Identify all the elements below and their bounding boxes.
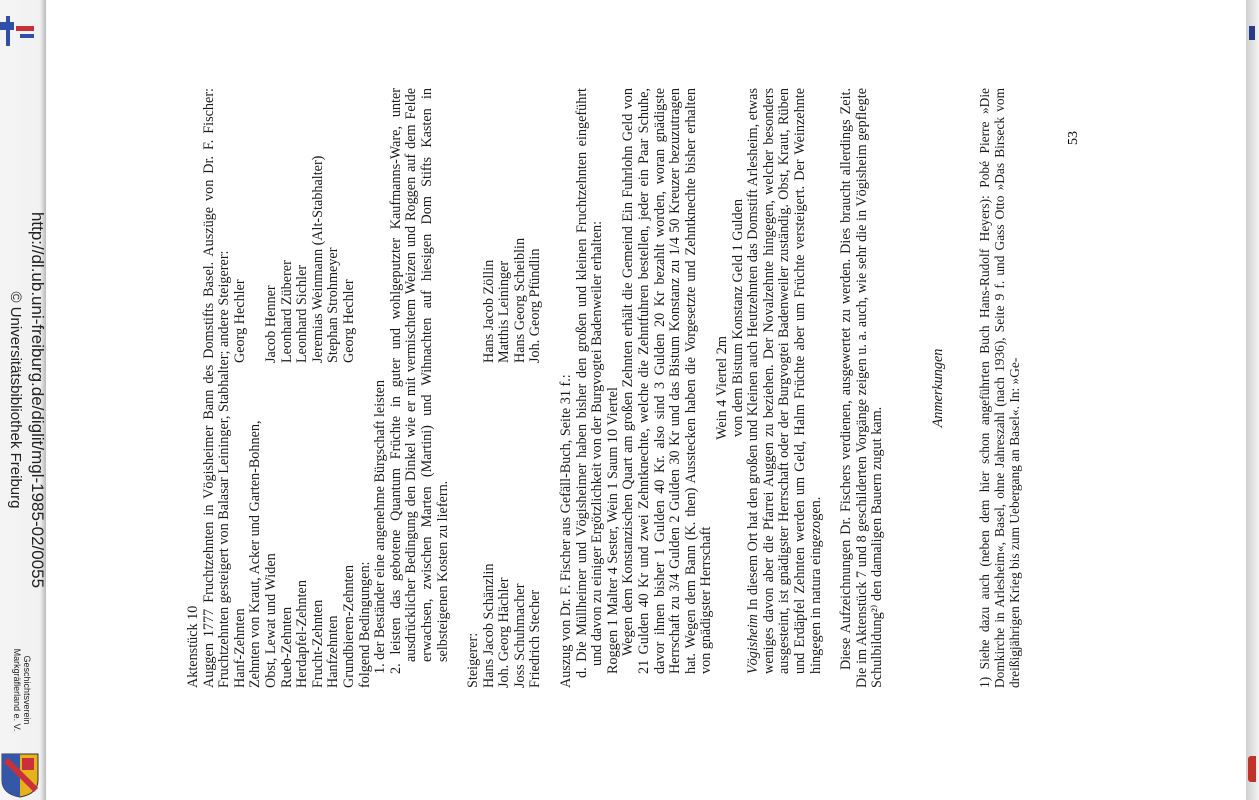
anmerkungen-title: Anmerkungen — [929, 348, 946, 428]
intro-paragraph: Auggen 1777 Fruchtzehnten in Vögisheimer Bann des Domstifts Basel. Auszüge von Dr. F. Fischer: Fruchtzehnten gesteigert von Balasar Leininger, Stabhalter; andere Steigerer: — [200, 88, 233, 688]
steigerer-row: Friedrich Stecher Joh. Georg Pfündlin — [527, 248, 544, 688]
zehnten-row: Grundbieren-Zehnten Georg Hechler — [340, 279, 357, 688]
zehnten-row: Rueb-Zehnten Leonhard Züberer — [278, 260, 295, 688]
konstanz-paragraph: Wegen dem Konstanzischen Quart am großen Zehnten erhält die Gemeind Ein Fuhrlohn Geld von 21 Gulden 40 Kr und zwei Zehntknechte, welche die Zehntfuhren bestellen, jeder ein Paar Schuhe, davor ihnen bisher 1 Gulden 40 Kr. also sind 3 Gulden 20 Kr bezahlt worden, woran gnädigste Herrschaft zu 3/4 Gulden 2 Gulden 30 Kr und das Bistum Konstanz zu 1/4 50 Kreuzer bezuzutragen hat. Wegen dem Bann (K. then) Ausstecken haben die Vorgesetzte und Zehntknechte bisher erhalten von gnädigster Herrschaft — [620, 88, 715, 674]
zehnten-list — [233, 88, 358, 688]
bedingungen-intro: folgend Bedingungen: — [356, 561, 373, 688]
d-line-2: Roggen 1 Malter 4 Sester, Wein 1 Saum 10 Viertel — [604, 387, 621, 674]
next-page-logo-icon[interactable] — [1248, 756, 1256, 782]
viewer-right-strip — [1246, 0, 1259, 800]
next-page-marker-icon[interactable] — [1249, 26, 1255, 40]
zehnten-row: Hanfzehnten Stephan Strohmeyer — [325, 247, 342, 688]
copyright-text: © Universitätsbibliothek Freiburg — [7, 291, 24, 509]
steigerer-row: Joss Schuhmacher Hans Georg Scheiblin — [511, 237, 528, 688]
publisher-label-line1: Geschichtsverein — [22, 655, 32, 725]
publisher-label — [12, 649, 32, 732]
bedingung-1: 1. der Beständer eine angenehme Bürgschaft leisten — [372, 379, 389, 674]
document-url[interactable] — [5, 212, 47, 588]
d-paragraph: d. Die Müllheimer und Vögisheimer haben bisher den großen und kleinen Fruchtzehnten eingeführt und davon zu einiger Ergötzlichkeit von der Burgvogtei Badenweiler erhalten: — [573, 88, 606, 678]
bistum-line: von dem Bistum Konstanz Geld 1 Gulden — [729, 199, 746, 438]
section-header: Aktenstück 10 — [185, 605, 201, 688]
university-logo-icon — [0, 16, 34, 46]
document-url-text[interactable]: http://dl.ub.uni-freiburg.de/diglit/mgl-1985-02/0055 — [28, 211, 47, 589]
zehnten-row: Obst, Lewat und Widen Jacob Henner — [262, 285, 279, 688]
page-number: 53 — [1066, 131, 1081, 145]
steigerer-label: Steigerer: — [465, 632, 482, 688]
closing-paragraph: Diese Aufzeichnungen Dr. Fischers verdienen, ausgewertet zu werden. Dies braucht allerdings Zeit. Die im Aktenstück 7 und 8 geschilderten Vorgänge zeigen u. a. auch, wie sehr die in Vögisheim gepflegte Schulbildung²⁾ den damaligen Bauern zugut kam. — [838, 88, 886, 688]
bedingung-2: 2. leisten das gebotene Quantum Früchte in guter und wohlgeputzter Kaufmanns-Ware, unter ausdrücklicher Bedingung den Dinkel wie er mit vermischtem Weizen und Roggen auf dem Felde erwachsen, zwischen Marten (Martini) und Wihnachten auf hiesigen Dom Stifts Kasten in selbsteigenen Kosten zu liefern. — [387, 88, 451, 674]
zehnten-row: Hanf-Zehnten Georg Hechler — [231, 279, 248, 688]
voegisheim-label: Vögisheim — [745, 614, 762, 674]
steigerer-list — [482, 88, 544, 688]
publisher-label-line2: Markgräflerland e. V. — [12, 648, 22, 732]
zehnten-row: Zehnten von Kraut, Acker und Garten-Bohnen, — [247, 420, 264, 688]
auszug-title: Auszug von Dr. F. Fischer aus Gefäll-Buch, Seite 31 f.: — [558, 374, 575, 688]
steigerer-row: Joh. Georg Hächler Matthis Leininger — [496, 260, 513, 688]
steigerer-row: Hans Jacob Schänzlin Hans Jacob Zöllin — [480, 259, 497, 688]
coat-of-arms-icon — [0, 752, 40, 798]
page-text — [186, 88, 1023, 688]
rotated-page — [46, 0, 1246, 800]
zehnten-row: Herdapfel-Zehnten Leonhard Sichler — [294, 264, 311, 688]
voegisheim-paragraph: In diesem Ort hat den großen und Kleinen auch Heutzehnten das Domstift Arlesheim, etwas weniges davon aber die Pfarrei Auggen zu beziehen. Der Novalzehnte hingegen, welcher besonders ausgesteint, ist gnädigster Herrschaft oder der Burgvogtei Badenweiler zuständig. Obst, Kraut, Rüben und Erdäpfel Zehnten werden um Geld, Halm Früchte aber um Früchte versteigert. Der Weinzehnte hingegen in natura eingezogen. — [745, 88, 824, 674]
wein-line: Wein 4 Viertel 2m — [714, 336, 730, 440]
footnote-1: 1) Siehe dazu auch (neben dem hier schon angeführten Buch Hans-Rudolf Heyers): Pobé Pierre »Die Domkirche in Arlesheim«, Basel, ohne Jahreszahl (nach 1936), Seite 9 f. und Gass Otto »Das Birseck vom dreißigjährigen Krieg bis zum Uebergang an Basel«. In: »Ge- — [976, 88, 1023, 688]
zehnten-row: Frucht-Zehnten Jeremias Weinmann (Alt-Stabhalter) — [309, 155, 326, 688]
